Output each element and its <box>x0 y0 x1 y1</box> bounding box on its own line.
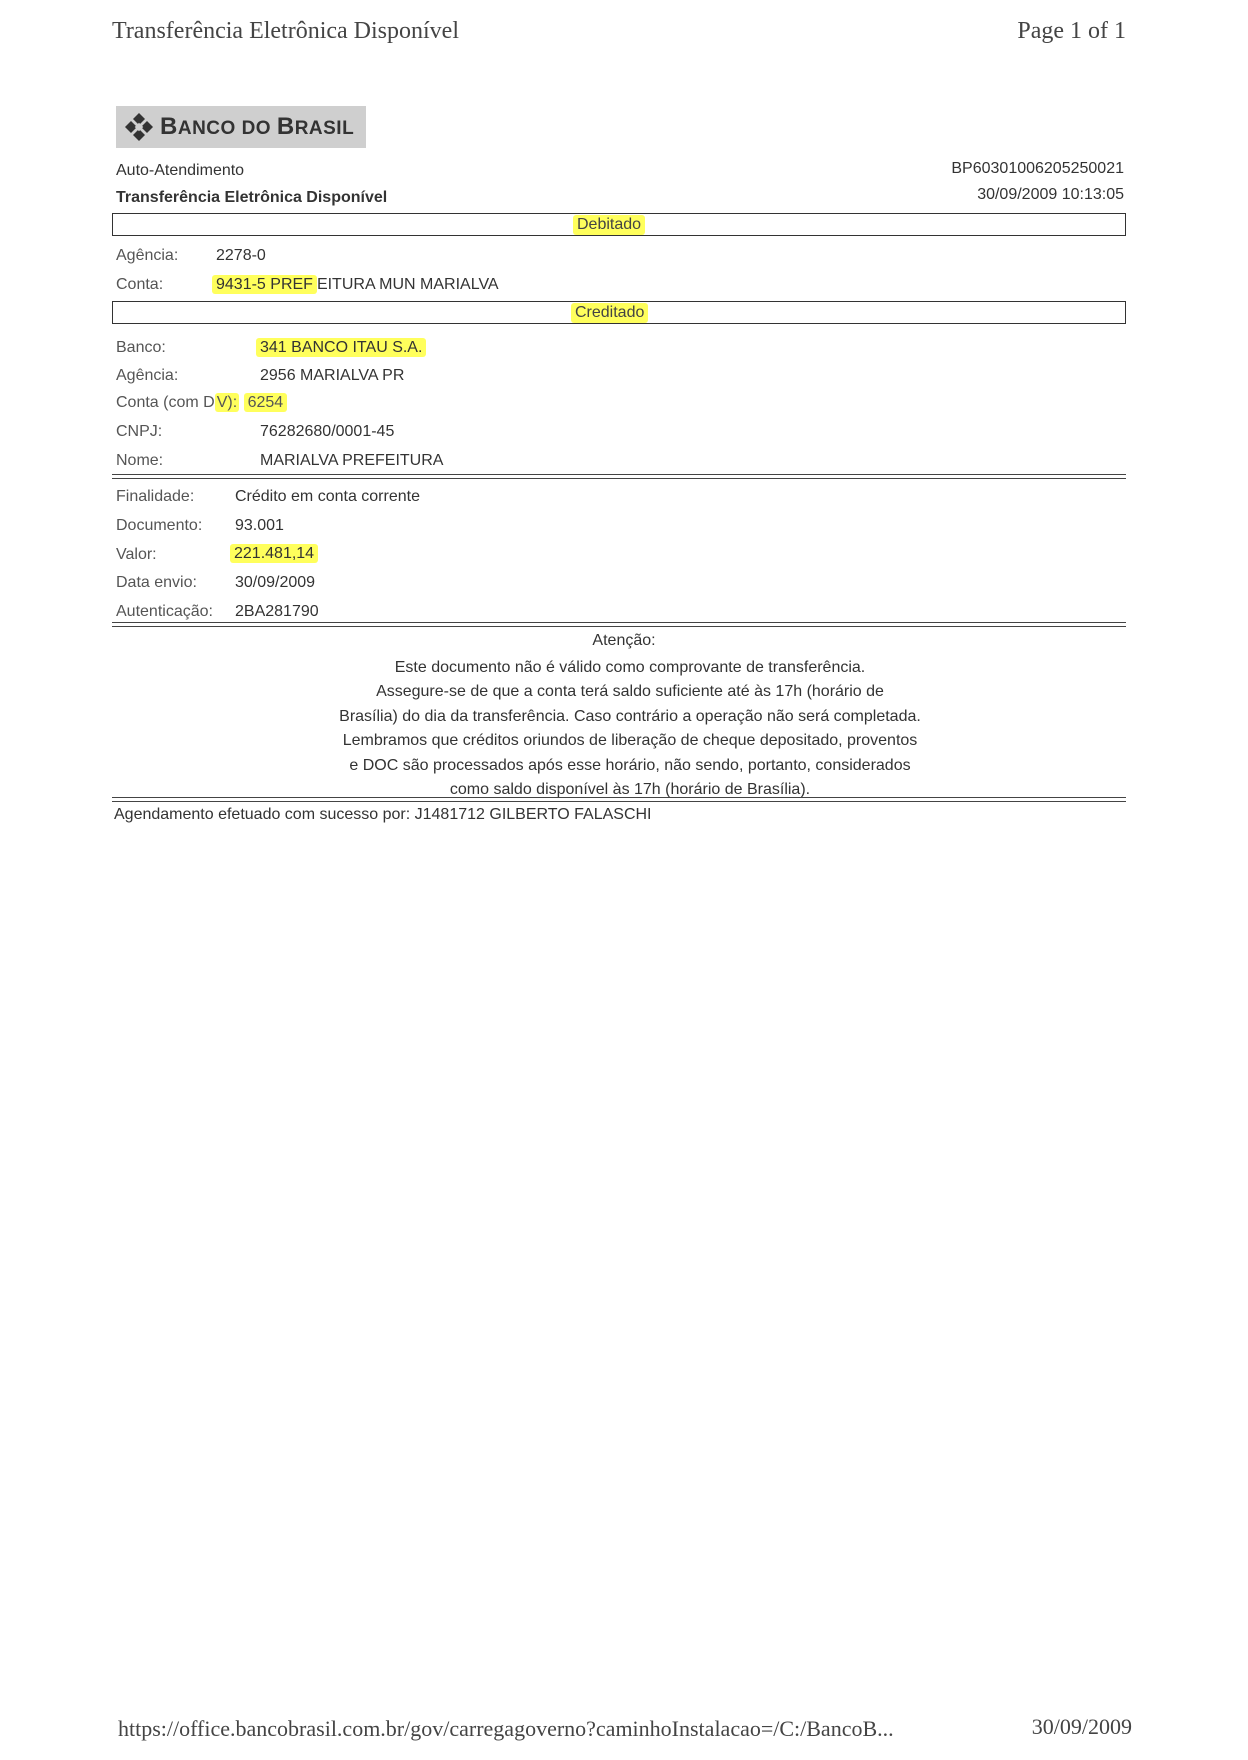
notice-body <box>200 656 1060 802</box>
credit-conta-value: 6254 <box>244 393 288 412</box>
credit-nome-label: Nome: <box>116 452 164 469</box>
credit-conta-label-a: Conta (com D <box>116 394 215 411</box>
transaction-datetime: 30/09/2009 10:13:05 <box>977 186 1124 203</box>
credit-banco-label: Banco: <box>116 339 166 356</box>
print-footer-url: https://office.bancobrasil.com.br/gov/carregagoverno?caminhoInstalacao=/C:/BancoB... <box>118 1716 894 1741</box>
credit-nome-value: MARIALVA PREFEITURA <box>260 452 444 469</box>
section-creditado <box>112 301 1126 324</box>
credit-banco-value: 341 BANCO ITAU S.A. <box>256 338 426 357</box>
bank-logo-text: BANCO DO BRASIL <box>160 113 355 140</box>
bank-logo <box>116 106 366 148</box>
documento-label: Documento: <box>116 517 203 534</box>
credit-agencia-value: 2956 MARIALVA PR <box>260 367 405 384</box>
autenticacao-value: 2BA281790 <box>235 603 319 620</box>
debit-conta-label: Conta: <box>116 276 164 293</box>
notice-line: Lembramos que créditos oriundos de liberação de cheque depositado, proventos <box>342 732 918 750</box>
credit-conta-label <box>116 394 287 412</box>
service-name: Auto-Atendimento <box>116 162 245 179</box>
divider <box>112 622 1126 627</box>
confirmation-message: Agendamento efetuado com sucesso por: J1481712 GILBERTO FALASCHI <box>114 806 652 823</box>
section-creditado-label: Creditado <box>571 303 648 323</box>
data-envio-value: 30/09/2009 <box>235 574 316 591</box>
debit-agencia-label: Agência: <box>116 247 179 264</box>
notice-line: como saldo disponível às 17h (horário de Brasília). <box>449 781 811 799</box>
notice-line: Brasília) do dia da transferência. Caso contrário a operação não será completada. <box>339 707 921 725</box>
debit-conta-value <box>212 276 499 294</box>
valor-label: Valor: <box>116 546 157 563</box>
notice-line: Assegure-se de que a conta terá saldo suficiente até às 17h (horário de <box>376 683 884 701</box>
debit-conta-highlight: 9431-5 PREF <box>212 275 317 294</box>
print-page-number: Page 1 of 1 <box>1017 18 1126 44</box>
credit-conta-label-b: V): <box>216 394 238 411</box>
autenticacao-label: Autenticação: <box>116 603 213 620</box>
credit-cnpj-value: 76282680/0001-45 <box>260 423 395 440</box>
notice-title: Atenção: <box>592 632 656 649</box>
credit-agencia-label: Agência: <box>116 367 179 384</box>
credit-cnpj-label: CNPJ: <box>116 423 163 440</box>
debit-conta-rest: EITURA MUN MARIALVA <box>316 276 499 293</box>
valor-value: 221.481,14 <box>230 544 318 563</box>
print-footer-date: 30/09/2009 <box>1031 1714 1132 1739</box>
banco-do-brasil-logo-icon <box>124 112 154 142</box>
divider <box>112 474 1126 479</box>
debit-agencia-value: 2278-0 <box>216 247 266 264</box>
section-debitado-label: Debitado <box>573 215 645 235</box>
notice-line: Este documento não é válido como comprovante de transferência. <box>394 659 866 676</box>
transaction-code: BP60301006205250021 <box>951 160 1124 177</box>
finalidade-value: Crédito em conta corrente <box>235 488 420 505</box>
notice-line: e DOC são processados após esse horário, não sendo, portanto, considerados <box>349 756 911 774</box>
documento-value: 93.001 <box>235 517 284 534</box>
data-envio-label: Data envio: <box>116 574 197 591</box>
divider <box>112 797 1126 802</box>
operation-title: Transferência Eletrônica Disponível <box>116 189 388 206</box>
finalidade-label: Finalidade: <box>116 488 195 505</box>
print-page-title: Transferência Eletrônica Disponível <box>112 18 460 44</box>
section-debitado <box>112 213 1126 236</box>
